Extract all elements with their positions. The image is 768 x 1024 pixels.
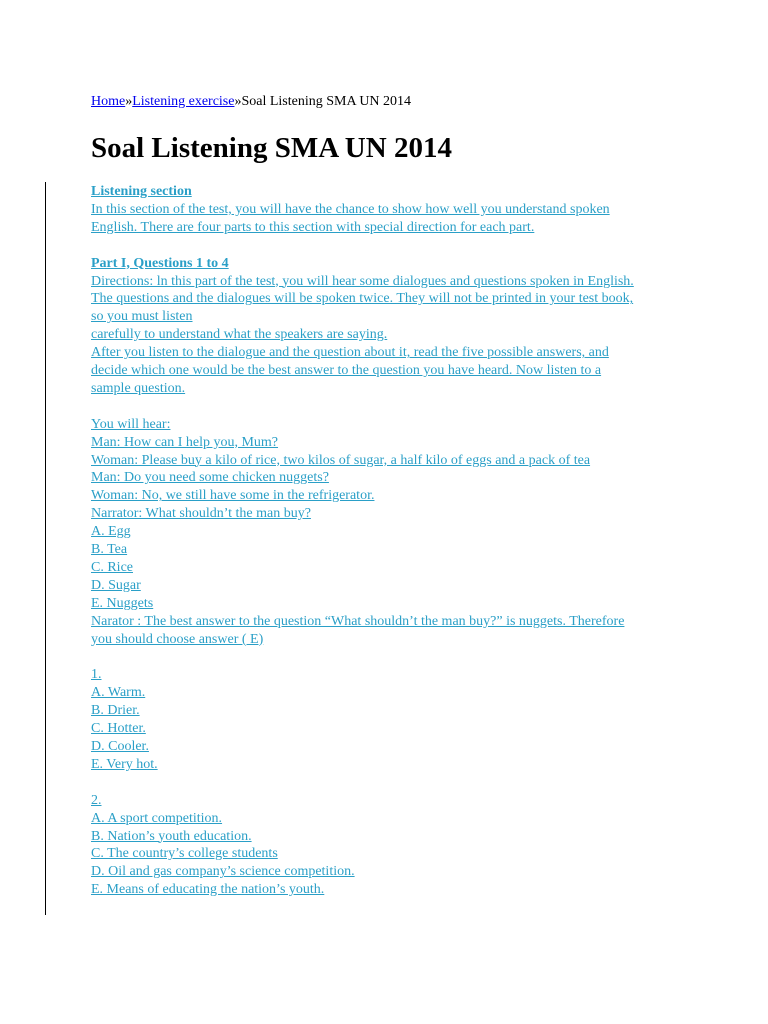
- sample-line[interactable]: Man: How can I help you, Mum?: [91, 434, 279, 450]
- sample-line[interactable]: Narrator: What shouldn’t the man buy?: [91, 506, 311, 522]
- sample-option[interactable]: E. Nuggets: [91, 595, 154, 611]
- question-option[interactable]: B. Nation’s youth education.: [91, 828, 252, 844]
- sample-option[interactable]: C. Rice: [91, 560, 133, 575]
- sample-line[interactable]: you should choose answer ( E): [91, 631, 264, 647]
- spacer: [91, 398, 681, 416]
- section-intro-line[interactable]: English. There are four parts to this section with special direction for each part.: [91, 219, 535, 235]
- directions-line[interactable]: Directions: ln this part of the test, you will hear some dialogues and questions spoken in English.: [91, 273, 634, 289]
- sample-option[interactable]: A. Egg: [91, 524, 131, 540]
- breadcrumb-separator: »: [125, 94, 133, 109]
- page-title: Soal Listening SMA UN 2014: [91, 132, 452, 164]
- directions-line[interactable]: so you must listen: [91, 309, 193, 325]
- sample-option[interactable]: B. Tea: [91, 542, 128, 558]
- question-number[interactable]: 2.: [91, 792, 102, 808]
- directions-line[interactable]: After you listen to the dialogue and the question about it, read the five possible answers, and: [91, 345, 609, 361]
- directions-line[interactable]: decide which one would be the best answer to the question you have heard. Now listen to a: [91, 363, 602, 379]
- left-border-line: [45, 182, 46, 915]
- breadcrumb-separator: »: [234, 94, 242, 109]
- sample-option[interactable]: D. Sugar: [91, 577, 141, 593]
- breadcrumb-home-link[interactable]: Home: [91, 94, 126, 109]
- question-option[interactable]: A. A sport competition.: [91, 810, 223, 826]
- directions-line[interactable]: sample question.: [91, 380, 186, 396]
- spacer: [91, 774, 681, 792]
- question-option[interactable]: A. Warm.: [91, 685, 146, 701]
- question-option[interactable]: E. Very hot.: [91, 756, 158, 772]
- question-option[interactable]: E. Means of educating the nation’s youth.: [91, 882, 325, 898]
- section-heading[interactable]: Listening section: [91, 184, 192, 199]
- question-option[interactable]: C. The country’s college students: [91, 846, 278, 862]
- sample-line[interactable]: Man: Do you need some chicken nuggets?: [91, 470, 329, 486]
- directions-line[interactable]: The questions and the dialogues will be spoken twice. They will not be printed in your test book,: [91, 291, 634, 307]
- part-heading[interactable]: Part I, Questions 1 to 4: [91, 255, 229, 271]
- breadcrumb-current: Soal Listening SMA UN 2014: [241, 94, 412, 109]
- sample-line[interactable]: Narator : The best answer to the question “What shouldn’t the man buy?” is nuggets. Therefore: [91, 613, 625, 629]
- breadcrumb-listening-link[interactable]: Listening exercise: [132, 94, 235, 109]
- question-option[interactable]: D. Cooler.: [91, 739, 149, 755]
- question-option[interactable]: D. Oil and gas company’s science competition.: [91, 864, 355, 880]
- spacer: [91, 649, 681, 667]
- breadcrumb: [91, 93, 411, 111]
- directions-line[interactable]: carefully to understand what the speakers are saying.: [91, 327, 388, 343]
- sample-line[interactable]: Woman: No, we still have some in the refrigerator.: [91, 488, 375, 504]
- article-content: [91, 183, 681, 899]
- question-option[interactable]: B. Drier.: [91, 703, 140, 719]
- spacer: [91, 237, 681, 255]
- sample-line[interactable]: Woman: Please buy a kilo of rice, two kilos of sugar, a half kilo of eggs and a pack of tea: [91, 452, 591, 468]
- sample-line[interactable]: You will hear:: [91, 416, 171, 432]
- question-number[interactable]: 1.: [91, 667, 102, 683]
- question-option[interactable]: C. Hotter.: [91, 721, 146, 737]
- section-intro-line[interactable]: In this section of the test, you will have the chance to show how well you understand spoken: [91, 201, 610, 217]
